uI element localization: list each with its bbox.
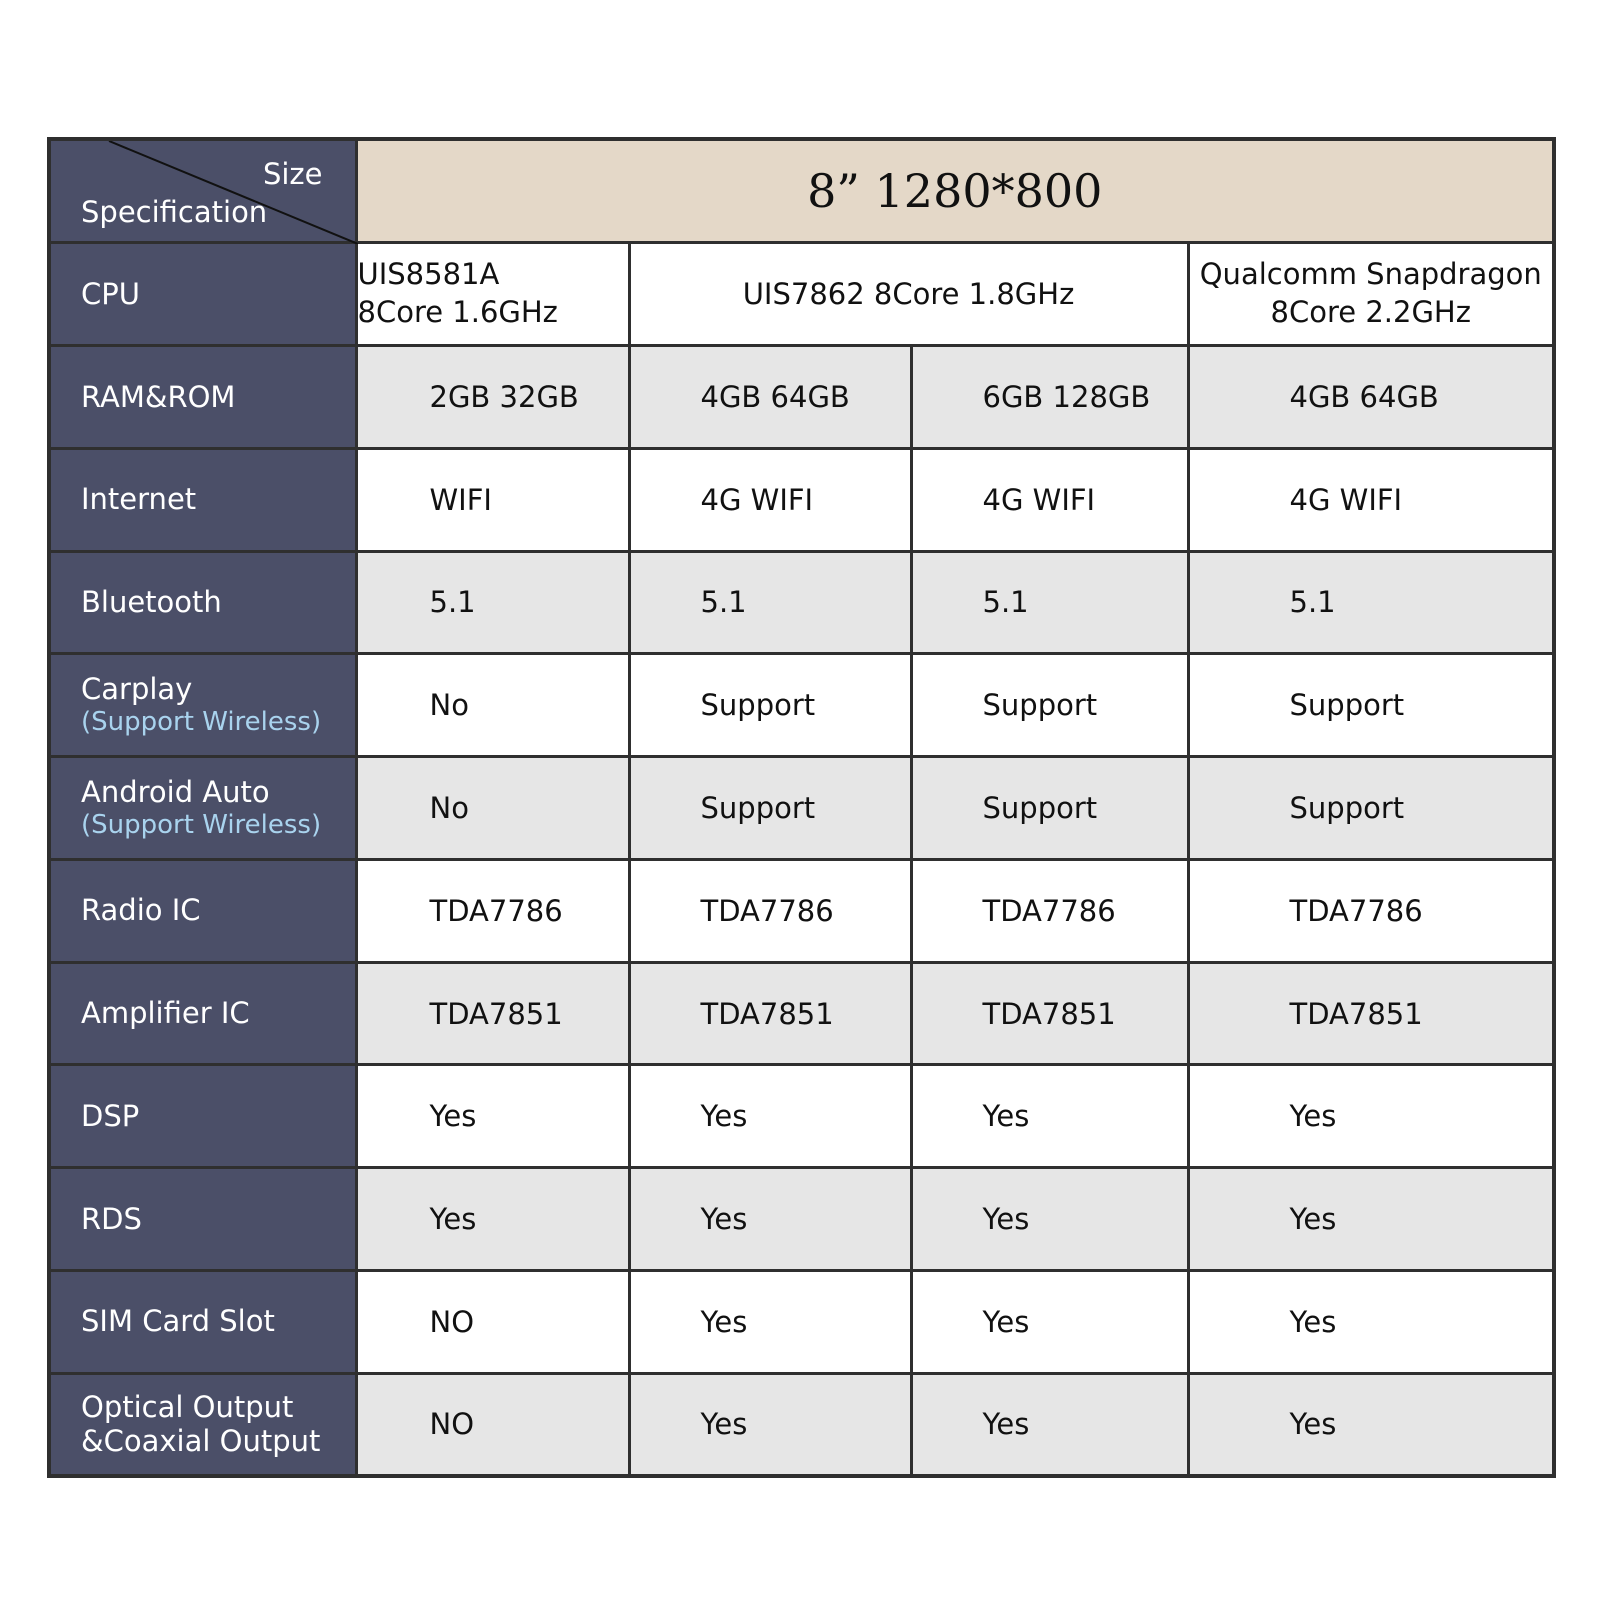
spec-value: No xyxy=(356,654,629,757)
spec-label xyxy=(49,1065,356,1168)
spec-label xyxy=(49,1270,356,1373)
spec-label-text: Carplay xyxy=(81,672,193,707)
spec-value: Yes xyxy=(629,1168,911,1271)
cpu-col4-model: Qualcomm Snapdragon xyxy=(1199,257,1542,292)
spec-label xyxy=(49,551,356,654)
spec-value: TDA7786 xyxy=(629,859,911,962)
spec-label-text-2: &Coaxial Output xyxy=(81,1424,321,1459)
spec-row xyxy=(49,448,1554,551)
spec-value: TDA7851 xyxy=(911,962,1188,1065)
spec-value: Yes xyxy=(1188,1168,1554,1271)
spec-value: Yes xyxy=(629,1065,911,1168)
spec-row xyxy=(49,346,1554,449)
spec-sublabel: (Support Wireless) xyxy=(81,707,322,738)
spec-value: Support xyxy=(1188,654,1554,757)
spec-value: 5.1 xyxy=(1188,551,1554,654)
spec-row xyxy=(49,1270,1554,1373)
spec-value: Yes xyxy=(356,1065,629,1168)
corner-spec-label: Specification xyxy=(81,195,268,230)
spec-value: 4GB 64GB xyxy=(1188,346,1554,449)
spec-value: Support xyxy=(1188,757,1554,860)
spec-label-text: DSP xyxy=(81,1098,140,1133)
cpu-col4-speed: 8Core 2.2GHz xyxy=(1270,295,1471,330)
spec-value: Yes xyxy=(911,1168,1188,1271)
spec-value: Support xyxy=(911,654,1188,757)
spec-label-text: RAM&ROM xyxy=(81,379,236,414)
spec-label xyxy=(49,346,356,449)
spec-label-text: Optical Output xyxy=(81,1389,294,1424)
spec-value: NO xyxy=(356,1373,629,1476)
spec-value: WIFI xyxy=(356,448,629,551)
spec-row xyxy=(49,551,1554,654)
spec-value: TDA7851 xyxy=(1188,962,1554,1065)
spec-value: Yes xyxy=(911,1270,1188,1373)
spec-label-text: Amplifier IC xyxy=(81,996,250,1031)
cpu-col1 xyxy=(356,243,629,346)
spec-value: 4G WIFI xyxy=(629,448,911,551)
spec-label-text: Bluetooth xyxy=(81,585,222,620)
spec-label-text: RDS xyxy=(81,1201,142,1236)
spec-value: Support xyxy=(629,654,911,757)
spec-value: TDA7851 xyxy=(629,962,911,1065)
header-row xyxy=(49,139,1554,243)
spec-label-text: Internet xyxy=(81,482,197,517)
spec-value: Yes xyxy=(629,1270,911,1373)
spec-label-text: Radio IC xyxy=(81,893,201,928)
spec-label xyxy=(49,962,356,1065)
spec-value: Yes xyxy=(356,1168,629,1271)
spec-value: Support xyxy=(911,757,1188,860)
cpu-col1-model: UIS8581A xyxy=(357,257,500,292)
spec-label xyxy=(49,654,356,757)
corner-cell xyxy=(49,139,356,243)
spec-value: No xyxy=(356,757,629,860)
spec-label xyxy=(49,448,356,551)
spec-row xyxy=(49,1065,1554,1168)
spec-value: Yes xyxy=(629,1373,911,1476)
spec-value: 2GB 32GB xyxy=(356,346,629,449)
spec-label xyxy=(49,1373,356,1476)
spec-label xyxy=(49,859,356,962)
spec-value: 5.1 xyxy=(356,551,629,654)
spec-value: 5.1 xyxy=(629,551,911,654)
cpu-col1-speed: 8Core 1.6GHz xyxy=(357,295,558,330)
spec-label-text: SIM Card Slot xyxy=(81,1304,275,1339)
spec-value: Yes xyxy=(911,1065,1188,1168)
spec-value: 5.1 xyxy=(911,551,1188,654)
spec-value: 4GB 64GB xyxy=(629,346,911,449)
spec-row xyxy=(49,1168,1554,1271)
spec-value: TDA7786 xyxy=(911,859,1188,962)
spec-value: 4G WIFI xyxy=(911,448,1188,551)
cpu-label: CPU xyxy=(49,243,356,346)
spec-row xyxy=(49,1373,1554,1476)
corner-size-label: Size xyxy=(262,157,323,191)
spec-row xyxy=(49,859,1554,962)
size-title: 8” 1280*800 xyxy=(356,139,1554,243)
spec-value: TDA7786 xyxy=(356,859,629,962)
spec-table xyxy=(47,137,1556,1478)
spec-row xyxy=(49,654,1554,757)
spec-sublabel: (Support Wireless) xyxy=(81,809,322,840)
spec-value: Yes xyxy=(1188,1270,1554,1373)
spec-value: Yes xyxy=(911,1373,1188,1476)
spec-value: NO xyxy=(356,1270,629,1373)
spec-value: TDA7851 xyxy=(356,962,629,1065)
spec-row xyxy=(49,962,1554,1065)
spec-label xyxy=(49,1168,356,1271)
spec-value: 6GB 128GB xyxy=(911,346,1188,449)
spec-value: TDA7786 xyxy=(1188,859,1554,962)
cpu-col4 xyxy=(1188,243,1554,346)
spec-label-text: Android Auto xyxy=(81,774,270,809)
spec-value: 4G WIFI xyxy=(1188,448,1554,551)
spec-value: Yes xyxy=(1188,1065,1554,1168)
spec-value: Support xyxy=(629,757,911,860)
cpu-row xyxy=(49,243,1554,346)
spec-row xyxy=(49,757,1554,860)
spec-value: Yes xyxy=(1188,1373,1554,1476)
spec-label xyxy=(49,757,356,860)
cpu-col23: UIS7862 8Core 1.8GHz xyxy=(629,243,1188,346)
